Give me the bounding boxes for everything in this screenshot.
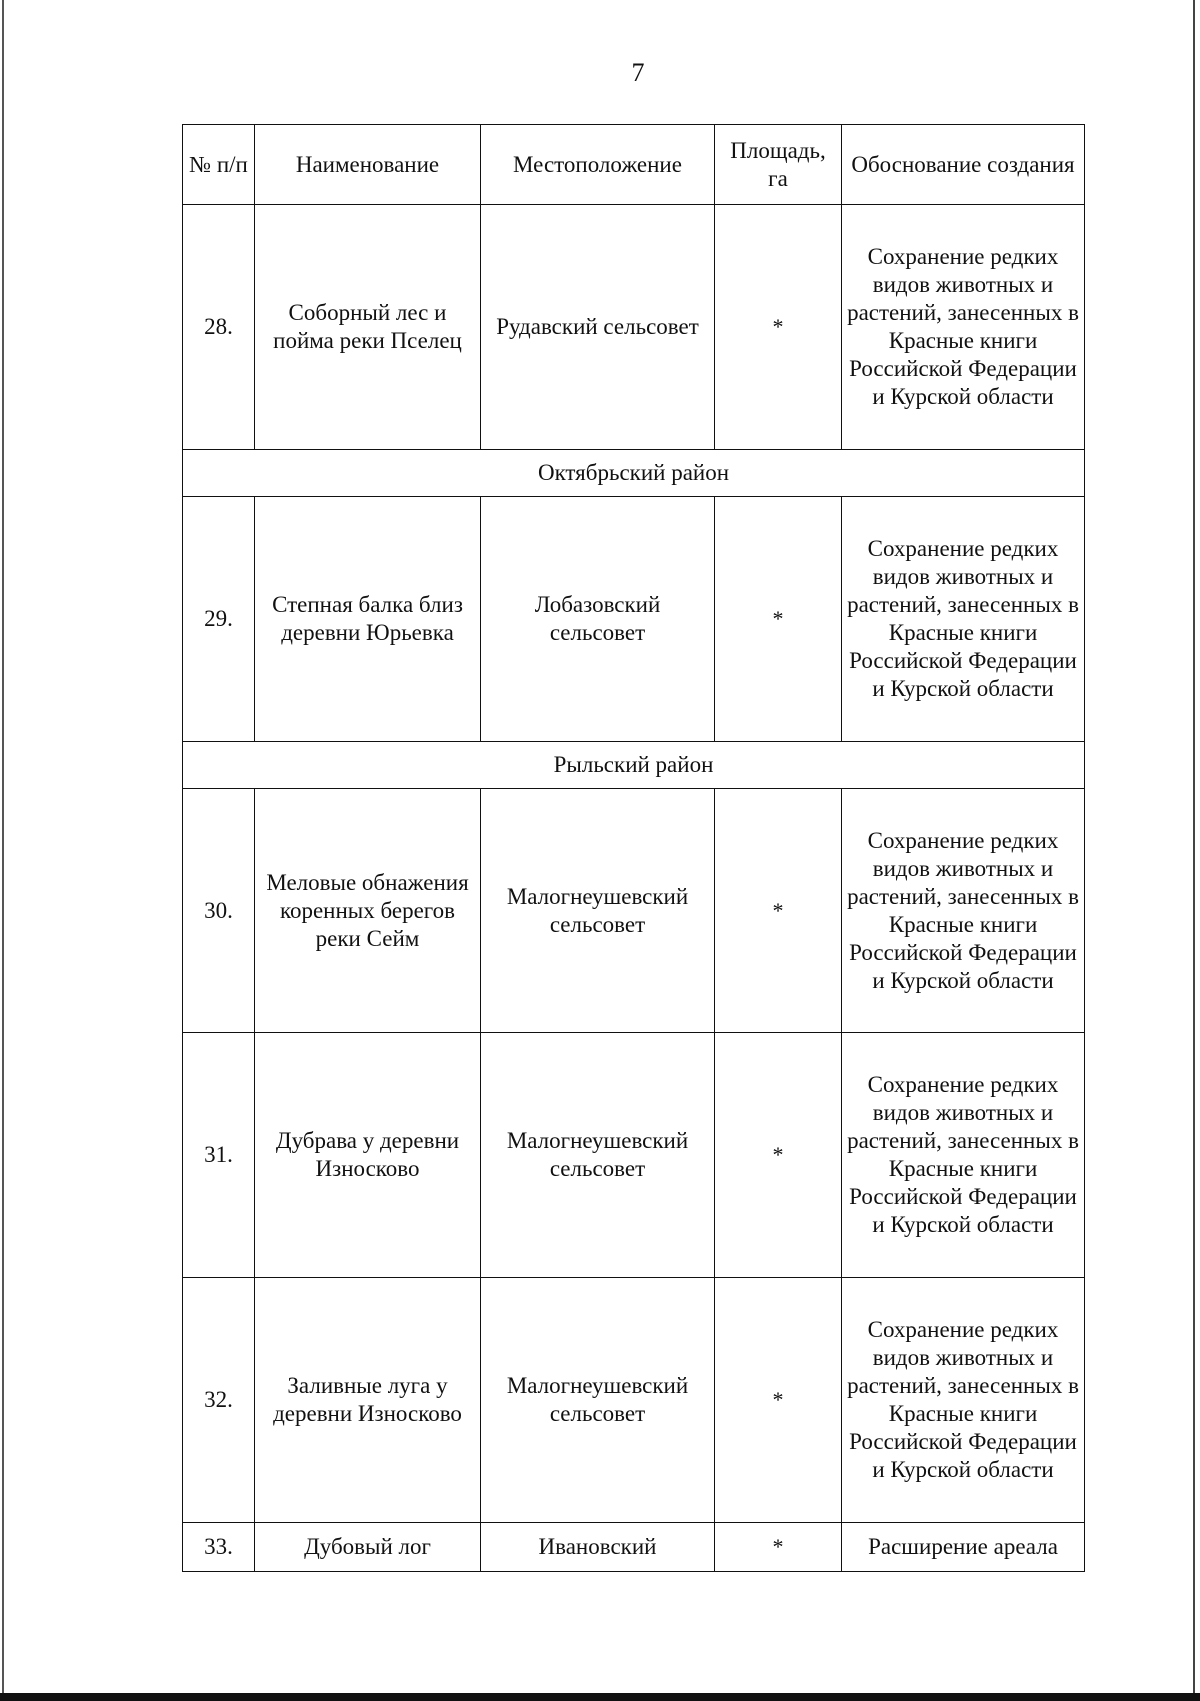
row-basis: Сохранение редких видов животных и растений, занесенных в Красные книги Российской Федерации и Курской области: [842, 788, 1085, 1033]
district-heading: Рыльский район: [183, 741, 1085, 788]
district-section-row: [183, 449, 1085, 496]
header-area: Площадь, га: [715, 125, 842, 205]
table-row: [183, 1033, 1085, 1278]
row-number: 31.: [183, 1033, 255, 1278]
row-location: Малогнеушевский сельсовет: [481, 788, 715, 1033]
row-area: *: [715, 496, 842, 741]
row-basis: Сохранение редких видов животных и растений, занесенных в Красные книги Российской Федерации и Курской области: [842, 205, 1085, 450]
row-area: *: [715, 205, 842, 450]
row-location: Ивановский: [481, 1522, 715, 1571]
row-location: Рудавский сельсовет: [481, 205, 715, 450]
row-number: 28.: [183, 205, 255, 450]
scan-edge-bottom: [0, 1693, 1200, 1701]
header-name: Наименование: [255, 125, 481, 205]
row-number: 30.: [183, 788, 255, 1033]
row-basis: Сохранение редких видов животных и растений, занесенных в Красные книги Российской Федерации и Курской области: [842, 1033, 1085, 1278]
table-header-row: [183, 125, 1085, 205]
row-name: Соборный лес и пойма реки Пселец: [255, 205, 481, 450]
header-basis: Обоснование создания: [842, 125, 1085, 205]
row-number: 33.: [183, 1522, 255, 1571]
table-row: [183, 205, 1085, 450]
row-name: Дубовый лог: [255, 1522, 481, 1571]
row-location: Лобазовский сельсовет: [481, 496, 715, 741]
header-location: Местоположение: [481, 125, 715, 205]
scan-edge-left: [2, 0, 4, 1701]
row-name: Заливные луга у деревни Износково: [255, 1278, 481, 1523]
row-location: Малогнеушевский сельсовет: [481, 1278, 715, 1523]
row-basis: Сохранение редких видов животных и растений, занесенных в Красные книги Российской Федерации и Курской области: [842, 1278, 1085, 1523]
district-heading: Октябрьский район: [183, 449, 1085, 496]
row-name: Дубрава у деревни Износково: [255, 1033, 481, 1278]
page-number: 7: [631, 58, 645, 87]
header-number: № п/п: [183, 125, 255, 205]
row-area: *: [715, 788, 842, 1033]
row-name: Степная балка близ деревни Юрьевка: [255, 496, 481, 741]
table-row: [183, 788, 1085, 1033]
row-number: 32.: [183, 1278, 255, 1523]
table-row: [183, 1278, 1085, 1523]
district-section-row: [183, 741, 1085, 788]
row-basis: Расширение ареала: [842, 1522, 1085, 1571]
protected-areas-table: [182, 124, 1085, 1572]
row-location: Малогнеушевский сельсовет: [481, 1033, 715, 1278]
row-area: *: [715, 1522, 842, 1571]
row-area: *: [715, 1033, 842, 1278]
row-name: Меловые обнажения коренных берегов реки Сейм: [255, 788, 481, 1033]
row-basis: Сохранение редких видов животных и растений, занесенных в Красные книги Российской Федерации и Курской области: [842, 496, 1085, 741]
table-row: [183, 1522, 1085, 1571]
row-area: *: [715, 1278, 842, 1523]
scan-edge-right: [1193, 0, 1195, 1701]
row-number: 29.: [183, 496, 255, 741]
table-row: [183, 496, 1085, 741]
